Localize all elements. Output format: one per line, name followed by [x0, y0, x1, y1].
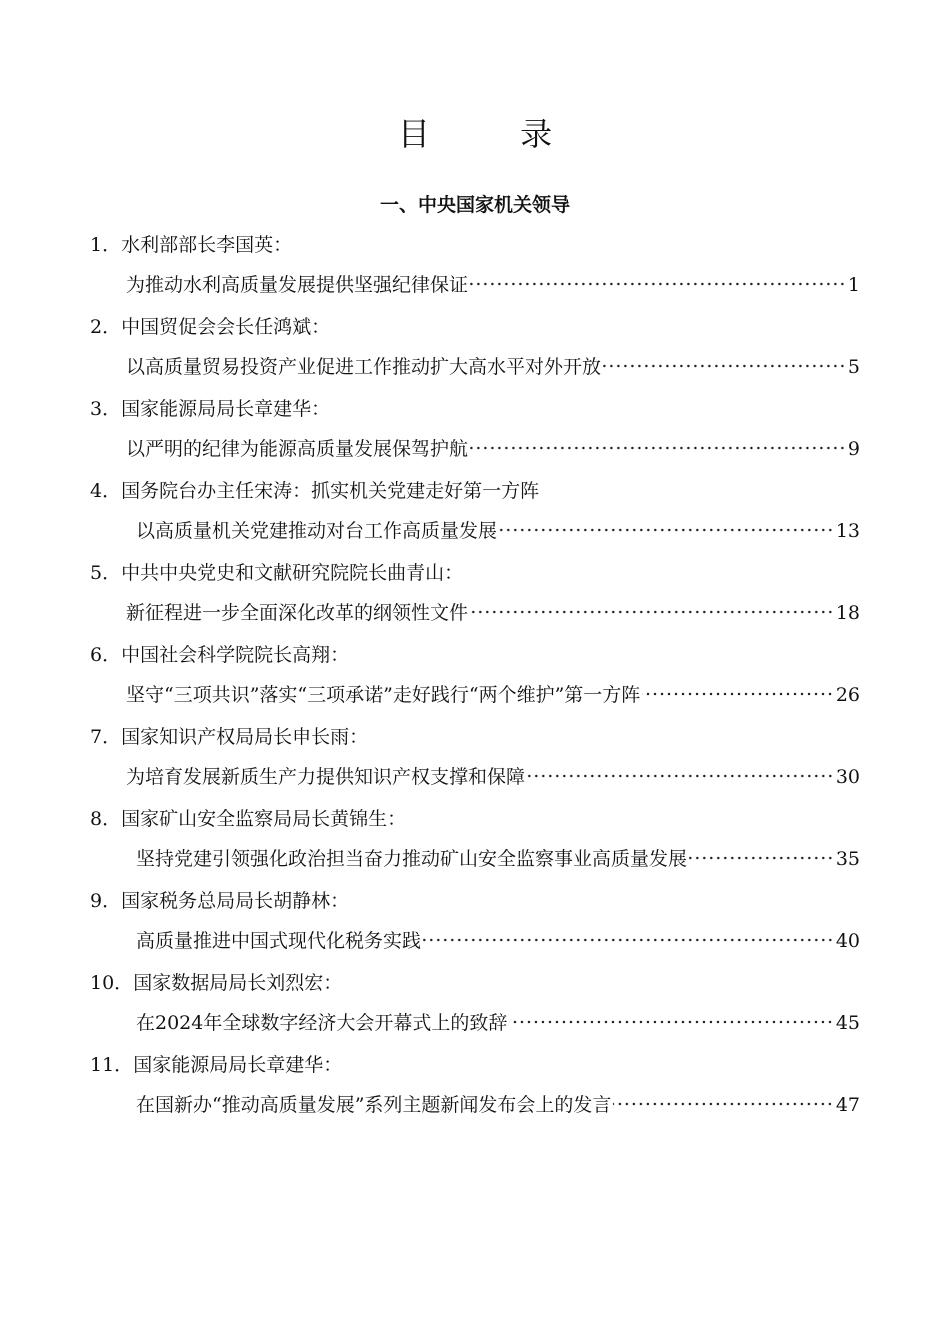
toc-entry-heading [90, 638, 349, 672]
toc-entry-author: 中国社会科学院院长高翔： [121, 644, 350, 666]
dot-leader [527, 774, 834, 778]
toc-entry-heading [90, 966, 342, 1000]
toc-entry-author: 水利部部长李国英： [121, 234, 293, 256]
toc-entry-heading [90, 884, 349, 918]
toc-entry-author: 国家知识产权局局长申长雨： [121, 726, 369, 748]
toc-entry-author: 国家数据局局长刘烈宏： [133, 972, 343, 994]
toc-entry-heading [90, 310, 330, 344]
toc-entry-author: 中国贸促会会长任鸿斌： [121, 316, 331, 338]
toc-entry [90, 392, 860, 474]
toc-entry [90, 884, 860, 966]
toc-entry-number: 9． [90, 890, 122, 912]
toc-entry-number: 7． [90, 726, 122, 748]
toc-entry-heading [90, 556, 463, 590]
toc-entry-number: 1． [90, 234, 122, 256]
toc-entry [90, 310, 860, 392]
toc-entry-heading [90, 802, 406, 836]
toc-entry-page: 30 [835, 766, 860, 788]
toc-entry-number: 6． [90, 644, 122, 666]
toc-entry-line[interactable] [126, 760, 860, 794]
toc-entry-page: 47 [835, 1094, 860, 1116]
dot-leader [470, 610, 834, 614]
dot-leader [470, 282, 846, 286]
toc-entry-line[interactable] [136, 1006, 860, 1040]
toc-entry-heading [90, 1048, 342, 1082]
dot-leader [509, 1020, 833, 1024]
toc-entry-author: 中共中央党史和文献研究院院长曲青山： [121, 562, 464, 584]
toc-entry-heading [90, 228, 292, 262]
toc-entry-page: 13 [835, 520, 860, 542]
toc-entry-title: 在2024年全球数字经济大会开幕式上的致辞 [136, 1012, 508, 1034]
toc-entry-page: 5 [847, 356, 860, 378]
page-title: 目 录 [397, 115, 593, 153]
toc-entry [90, 474, 860, 556]
toc-entry-number: 4． [90, 480, 122, 502]
toc-entry-title: 坚守“三项共识”落实“三项承诺”走好践行“两个维护”第一方阵 [126, 684, 641, 706]
toc-entry [90, 1048, 860, 1130]
dot-leader [423, 938, 834, 942]
toc-entry-line[interactable] [136, 514, 860, 548]
toc-entry-author: 国务院台办主任宋涛：抓实机关党建走好第一方阵 [121, 480, 540, 502]
dot-leader [470, 446, 846, 450]
toc-entry-title: 新征程进一步全面深化改革的纲领性文件 [126, 602, 469, 624]
toc-entry-heading [90, 474, 539, 508]
toc-entry-number: 2． [90, 316, 122, 338]
toc-entry-number: 8． [90, 808, 122, 830]
toc-entry-number: 10． [90, 972, 134, 994]
table-of-contents [90, 228, 860, 1130]
toc-entry [90, 638, 860, 720]
section-heading: 一、中央国家机关领导 [379, 194, 570, 216]
toc-entry-page: 35 [835, 848, 860, 870]
toc-entry-number: 11． [90, 1054, 134, 1076]
toc-entry-title: 以高质量贸易投资产业促进工作推动扩大高水平对外开放 [126, 356, 602, 378]
toc-entry-line[interactable] [136, 924, 860, 958]
dot-leader [613, 1102, 833, 1106]
toc-entry [90, 556, 860, 638]
toc-entry-page: 40 [835, 930, 860, 952]
toc-entry-number: 3． [90, 398, 122, 420]
toc-entry-line[interactable] [126, 350, 860, 384]
dot-leader [499, 528, 834, 532]
toc-entry-line[interactable] [136, 1088, 860, 1122]
toc-entry-author: 国家矿山安全监察局局长黄锦生： [121, 808, 407, 830]
dot-leader [603, 364, 846, 368]
toc-entry-page: 45 [835, 1012, 860, 1034]
toc-entry-title: 以高质量机关党建推动对台工作高质量发展 [136, 520, 498, 542]
toc-entry [90, 802, 860, 884]
toc-entry-title: 在国新办“推动高质量发展”系列主题新闻发布会上的发言 [136, 1094, 612, 1116]
toc-entry-page: 26 [835, 684, 860, 706]
toc-entry-number: 5． [90, 562, 122, 584]
toc-entry-heading [90, 392, 330, 426]
toc-entry-page: 9 [847, 438, 860, 460]
toc-entry-line[interactable] [126, 432, 860, 466]
toc-entry-author: 国家能源局局长章建华： [121, 398, 331, 420]
toc-entry-title: 坚持党建引领强化政治担当奋力推动矿山安全监察事业高质量发展 [136, 848, 688, 870]
toc-entry-line[interactable] [126, 596, 860, 630]
toc-entry-page: 1 [847, 274, 860, 296]
toc-entry-title: 高质量推进中国式现代化税务实践 [136, 930, 422, 952]
dot-leader [642, 692, 834, 696]
toc-entry-title: 为推动水利高质量发展提供坚强纪律保证 [126, 274, 469, 296]
toc-entry-title: 为培育发展新质生产力提供知识产权支撑和保障 [126, 766, 526, 788]
toc-entry-line[interactable] [136, 842, 860, 876]
toc-entry-author: 国家能源局局长章建华： [133, 1054, 343, 1076]
toc-entry-heading [90, 720, 368, 754]
dot-leader [689, 856, 834, 860]
toc-entry-author: 国家税务总局局长胡静林： [121, 890, 350, 912]
toc-entry-line[interactable] [126, 678, 860, 712]
toc-entry [90, 228, 860, 310]
toc-entry-title: 以严明的纪律为能源高质量发展保驾护航 [126, 438, 469, 460]
toc-entry [90, 720, 860, 802]
toc-entry-page: 18 [835, 602, 860, 624]
toc-entry [90, 966, 860, 1048]
toc-entry-line[interactable] [126, 268, 860, 302]
